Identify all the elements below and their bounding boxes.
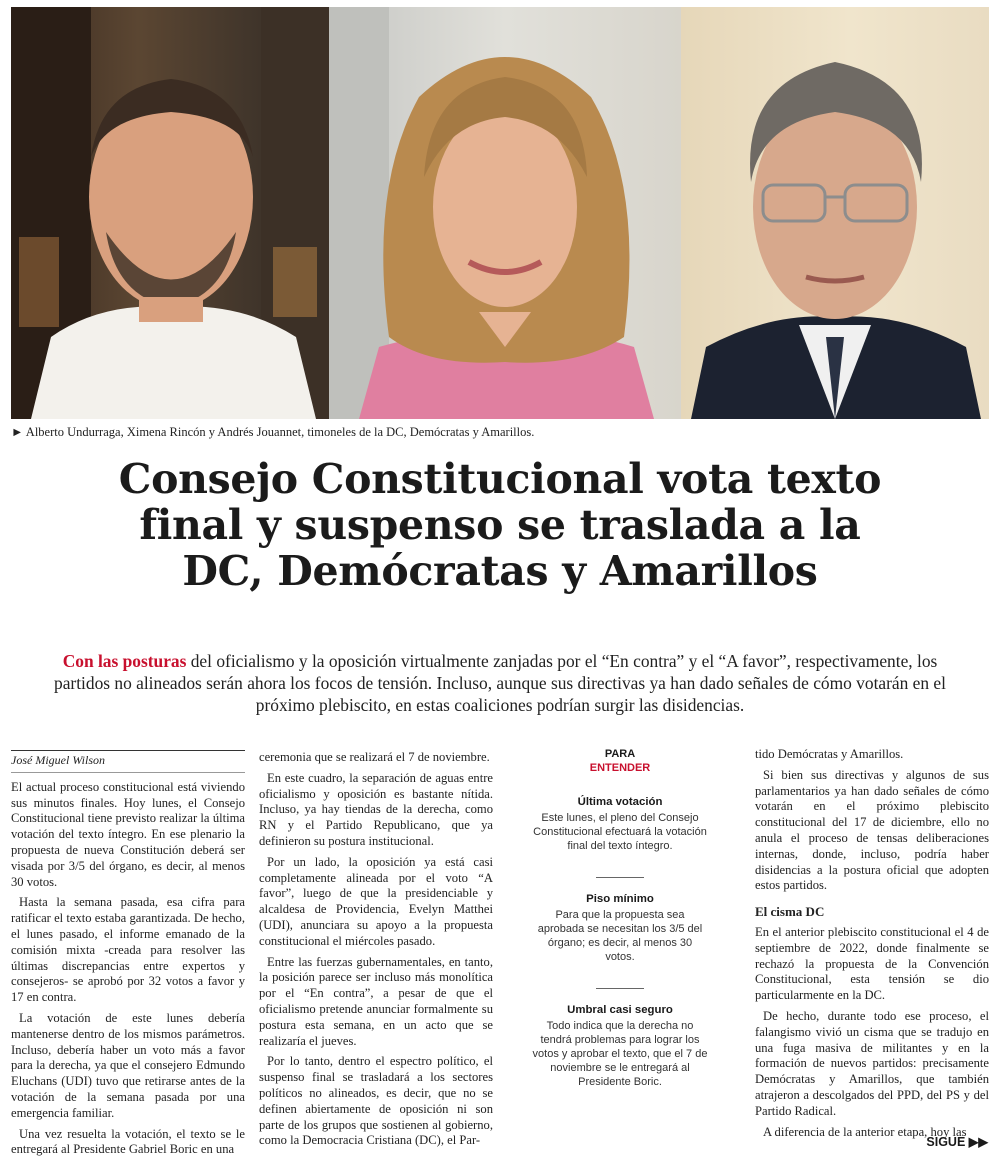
paragraph: ceremonia que se realizará el 7 de noviembre. (259, 750, 490, 764)
headline-line: Consejo Constitucional vota texto (118, 455, 882, 503)
photo-caption: ► Alberto Undurraga, Ximena Rincón y Andrés Jouannet, timoneles de la DC, Demócratas y Amarillos. (11, 425, 535, 439)
paragraph: La votación de este lunes debería mantenerse dentro de los mismos parámetros. Incluso, debería haber un voto más a favor para la derecha, ya que el consejero Edmundo Eluchans (UDI) tuvo que retirarse antes de la votación de la semana pasada por una emergencia familiar. (11, 1010, 245, 1120)
article-column-4 (755, 747, 989, 1145)
box-item-title: Piso mínimo (586, 893, 654, 905)
lead-kicker: Con las posturas (62, 651, 187, 671)
box-label-bottom: ENTENDER (589, 762, 651, 774)
photo-alberto-undurraga (11, 7, 329, 419)
paragraph: De hecho, durante todo ese proceso, el falangismo vivió un cisma que se tradujo en una fuga masiva de militantes y en la formación de nuevos partidos: precisamente Demócratas y Amarillos, que también atrajeron a descolgados del PPD, del PS y del Partido Radical. (755, 1008, 989, 1118)
paragraph: Entre las fuerzas gubernamentales, en tanto, la posición parece ser incluso más monolítica por el “En contra”, a pesar de que el oficialismo pretende anunciar formalmente su postura esta semana, en un acto que se realizaría el jueves. (259, 954, 493, 1048)
paragraph: A diferencia de la anterior etapa, hoy las (763, 1124, 967, 1139)
headline-line: final y suspenso se traslada a la (139, 501, 861, 549)
paragraph: tido Demócratas y Amarillos. (755, 747, 904, 761)
headline (0, 456, 1000, 594)
lead-text: del oficialismo y la oposición virtualmente zanjadas por el “En contra” y el “A favor”, respectivamente, los partidos no alineados serán ahora los focos de tensión. Incluso, aunque sus directivas ya han dado señales de cómo votarán en el próximo plebiscito, en estas coaliciones podrían surgir las disidencias. (54, 651, 946, 715)
paragraph: El actual proceso constitucional está viviendo sus minutos finales. Hoy lunes, el Consejo Constitucional tiene previsto realizar la última votación del texto íntegro. En ese plenario la propuesta de nueva Constitución deberá ser visada por 3/5 del órgano, es decir, al menos 30 votos. (11, 779, 245, 889)
paragraph: Hasta la semana pasada, esa cifra para ratificar el texto estaba garantizada. De hecho, el lunes pasado, el informe emanado de la comisión mixta -creada para resolver las últimas discrepancias entre expertos y consejeros- se aprobó por 32 votos a favor y 17 en contra. (11, 895, 245, 1005)
divider (596, 877, 644, 878)
box-item-title: Umbral casi seguro (567, 1004, 673, 1016)
paragraph: Si bien sus directivas y algunos de sus parlamentarios ya han dado señales de cómo votarán en el próximo plebiscito constitucional del 17 de diciembre, ello no anula el proceso de tensas deliberaciones internas, donde, incluso, podría haber disidencias a la postura oficial que adopten estos partidos. (755, 767, 989, 893)
box-item-title: Última votación (577, 796, 663, 808)
para-entender-box (532, 747, 708, 1113)
article-column-2 (259, 750, 493, 1154)
paragraph: Por un lado, la oposición ya está casi completamente alineada por el voto “A favor”, luego de que la presidenciable y alcaldesa de Providencia, Evelyn Matthei (UDI), anunciara su apoyo a la propuesta constitucional el miércoles pasado. (259, 854, 493, 948)
paragraph: Una vez resuelta la votación, el texto se le entregará al Presidente Gabriel Boric en una (11, 1126, 245, 1157)
photo-andres-jouannet (681, 7, 989, 419)
photo-strip (11, 7, 989, 419)
divider (596, 988, 644, 989)
paragraph: En el anterior plebiscito constitucional el 4 de septiembre de 2022, donde finalmente se rechazó la propuesta de la Convención Constitucional, esta tensión se dio particularmente en la DC. (755, 924, 989, 1003)
box-item-text: Este lunes, el pleno del Consejo Constitucional efectuará la votación final del texto íntegro. (533, 812, 707, 852)
section-subhead: El cisma DC (755, 904, 825, 920)
box-label-top: PARA (604, 748, 636, 760)
headline-line: DC, Demócratas y Amarillos (182, 547, 818, 595)
paragraph: En este cuadro, la separación de aguas entre oficialismo y oposición es bastante nítida. Incluso, ya hay tiendas de la derecha, como RN y el Partido Republicano, que ya definieron su postura institucional. (259, 770, 493, 848)
byline: José Miguel Wilson (11, 750, 245, 773)
paragraph: Por lo tanto, dentro el espectro político, el suspenso final se trasladará a los sectores políticos no alineados, es decir, que no se definen abiertamente de oposición ni son parte de los grupos que sostienen al gobierno, como la Democracia Cristiana (DC), el Par- (259, 1054, 493, 1148)
box-item-text: Para que la propuesta sea aprobada se necesitan los 3/5 del órgano; es decir, al menos 30 votos. (537, 909, 703, 963)
lead-paragraph (50, 650, 950, 716)
continue-label: SIGUE ▶▶ (926, 1135, 988, 1149)
photo-ximena-rincon (329, 7, 681, 419)
box-item-text: Todo indica que la derecha no tendrá problemas para lograr los votos y aprobar el texto, que el 7 de noviembre se le entregará al Presidente Boric. (532, 1020, 708, 1088)
article-column-1 (11, 750, 245, 1163)
